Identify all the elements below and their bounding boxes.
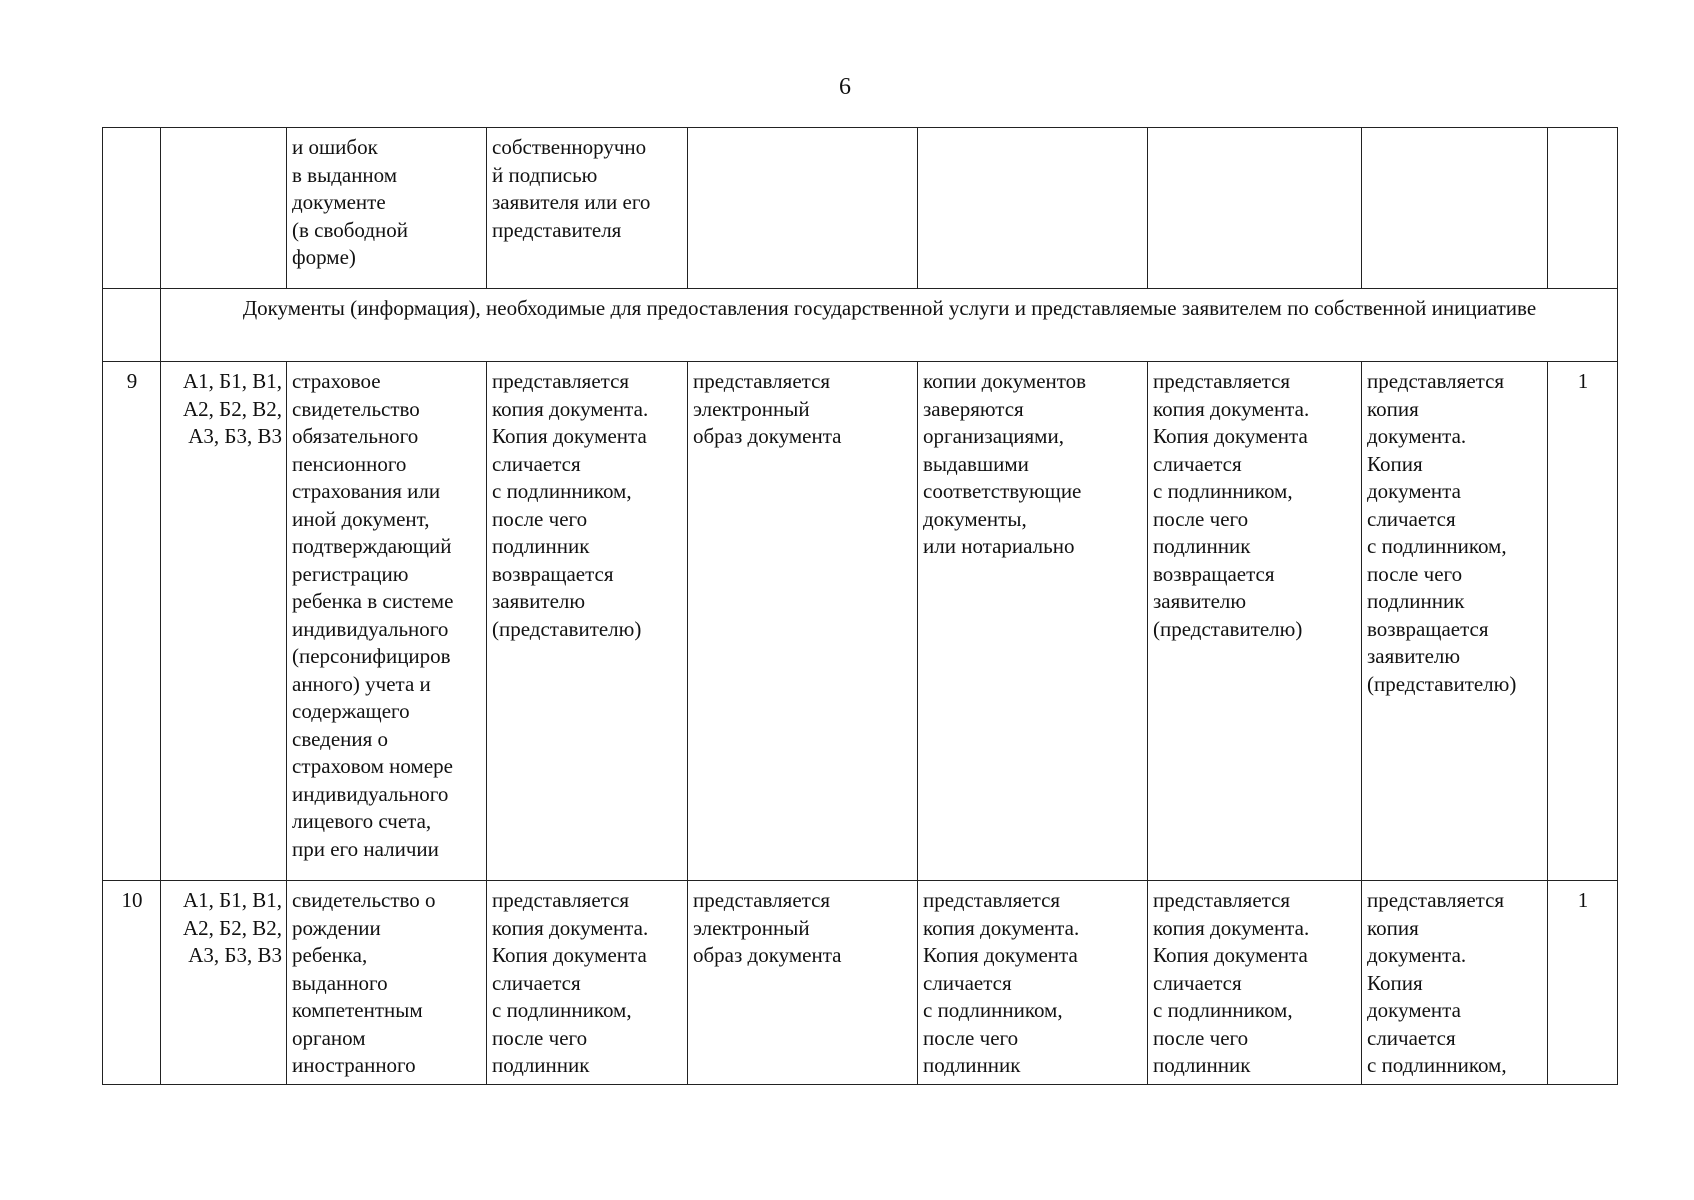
electronic-submission-cell: представляется электронный образ документа: [688, 362, 918, 881]
row-number-cell: 10: [103, 881, 161, 1085]
document-name-cell: страховое свидетельство обязательного пенсионного страхования или иной документ, подтверждающий регистрацию ребенка в системе индивидуального (персонифициров анного) учета и содержащего сведения о страховом номере индивидуального лицевого счета, при его наличии: [287, 362, 487, 881]
electronic-submission-cell: представляется электронный образ документа: [688, 881, 918, 1085]
copies-count-cell: [1548, 128, 1618, 289]
post-submission-cell: [1362, 128, 1548, 289]
table-row: [103, 881, 1618, 1085]
category-codes-cell: [161, 128, 287, 289]
category-codes-cell: А1, Б1, В1, А2, Б2, В2, А3, Б3, В3: [161, 881, 287, 1085]
table-row: [103, 362, 1618, 881]
electronic-submission-cell: [688, 128, 918, 289]
certification-cell: представляется копия документа. Копия документа сличается с подлинником, после чего подлинник: [918, 881, 1148, 1085]
paper-submission-cell: представляется копия документа. Копия документа сличается с подлинником, после чего подлинник возвращается заявителю (представителю): [487, 362, 688, 881]
section-header-row: [103, 289, 1618, 362]
row-number-cell: 9: [103, 362, 161, 881]
post-submission-cell: представляется копия документа. Копия документа сличается с подлинником, после чего подлинник возвращается заявителю (представителю): [1362, 362, 1548, 881]
row-number-cell: [103, 128, 161, 289]
section-header: Документы (информация), необходимые для предоставления государственной услуги и представляемые заявителем по собственной инициативе: [161, 289, 1618, 362]
mfc-submission-cell: представляется копия документа. Копия документа сличается с подлинником, после чего подлинник: [1148, 881, 1362, 1085]
mfc-submission-cell: [1148, 128, 1362, 289]
mfc-submission-cell: представляется копия документа. Копия документа сличается с подлинником, после чего подлинник возвращается заявителю (представителю): [1148, 362, 1362, 881]
category-codes-cell: А1, Б1, В1, А2, Б2, В2, А3, Б3, В3: [161, 362, 287, 881]
table-row: [103, 128, 1618, 289]
post-submission-cell: представляется копия документа. Копия документа сличается с подлинником,: [1362, 881, 1548, 1085]
copies-count-cell: 1: [1548, 362, 1618, 881]
paper-submission-cell: представляется копия документа. Копия документа сличается с подлинником, после чего подлинник: [487, 881, 688, 1085]
copies-count-cell: 1: [1548, 881, 1618, 1085]
document-table: [102, 127, 1618, 1085]
certification-cell: копии документов заверяются организациями, выдавшими соответствующие документы, или нотариально: [918, 362, 1148, 881]
page-number: 6: [839, 74, 851, 100]
document-name-cell: и ошибок в выданном документе (в свободной форме): [287, 128, 487, 289]
document-name-cell: свидетельство о рождении ребенка, выданного компетентным органом иностранного: [287, 881, 487, 1085]
paper-submission-cell: собственноручно й подписью заявителя или его представителя: [487, 128, 688, 289]
section-blank-cell: [103, 289, 161, 362]
certification-cell: [918, 128, 1148, 289]
